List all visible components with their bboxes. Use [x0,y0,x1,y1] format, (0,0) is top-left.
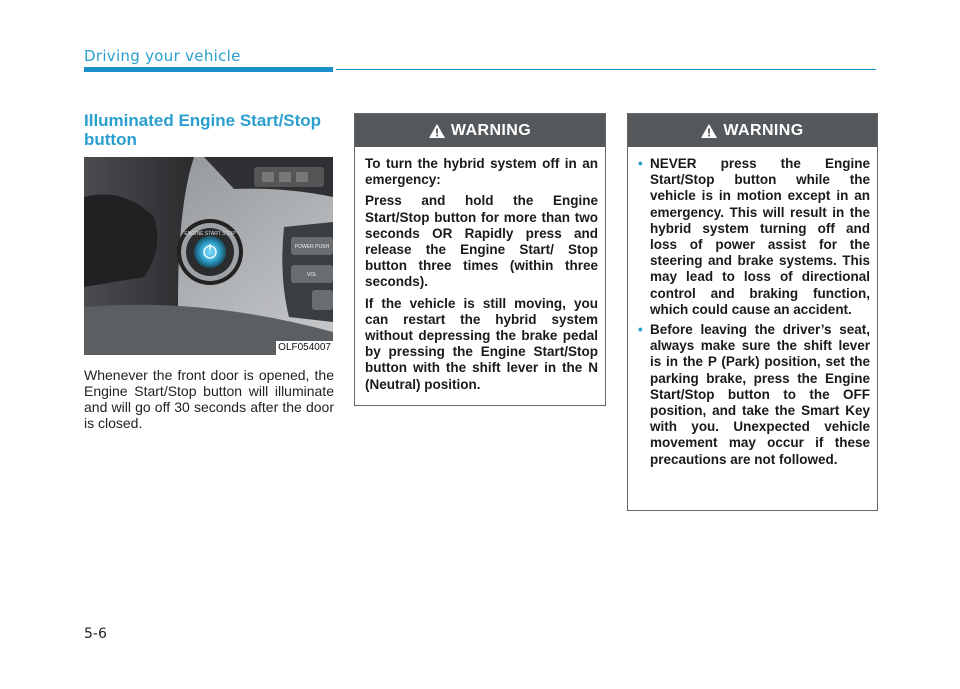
warning-paragraph: To turn the hybrid system off in an emergency: [365,156,598,188]
warning-body [628,147,877,468]
warning-header [355,114,605,147]
dashboard-illustration [84,157,333,355]
warning-bullet-text: NEVER press the Engine Start/Stop button while the vehicle is in motion except in an emergency. This will result in the hybrid system turning off and loss of power assist for the steering and brake systems. This may lead to loss of directional control and braking function, which could cause an accident. [650,156,870,317]
warning-paragraph: If the vehicle is still moving, you can restart the hybrid system without depressing the brake pedal by pressing the Engine Start/Stop button with the shift lever in the N (Neutral) position. [365,295,598,392]
warning-bullet-item [638,156,870,318]
bullet-dot-icon: • [638,156,643,171]
header-rule-thick [84,67,333,72]
warning-bullet-item [638,322,870,468]
warning-title: WARNING [723,121,804,139]
warning-header [628,114,877,147]
section-title: Illuminated Engine Start/Stop button [84,111,322,149]
body-paragraph: Whenever the front door is opened, the Engine Start/Stop button will illuminate and will go off 30 seconds after the door is closed. [84,367,334,431]
button-engine-label: ENGINE START STOP [184,231,236,237]
warning-triangle-icon [701,124,717,138]
warning-bullet-list [638,156,870,468]
bullet-dot-icon: • [638,322,643,338]
page-number: 5-6 [84,626,107,642]
warning-triangle-icon [429,124,445,138]
warning-bullet-text: Before leaving the driver’s seat, always make sure the shift lever is in the P (Park) position, set the parking brake, press the Engine Start/Stop button to the OFF position, and take the Smart Key with you. Unexpected vehicle movement may occur if these precautions are not followed. [650,322,870,467]
section-header: Driving your vehicle [84,47,241,65]
header-rule-thin [336,69,876,70]
figure-code: OLF054007 [278,342,331,353]
panel-label-power: POWER PUSH [294,244,330,250]
engine-start-button-photo [84,157,333,355]
warning-title: WARNING [450,121,532,139]
warning-box-emergency [354,113,606,406]
warning-body [355,147,605,393]
warning-box-motion [627,113,878,511]
panel-label-vol: VOL [306,272,318,278]
warning-paragraph: Press and hold the Engine Start/Stop button for more than two seconds OR Rapidly press and release the Engine Start/ Stop button three times (within three seconds). [365,193,598,290]
